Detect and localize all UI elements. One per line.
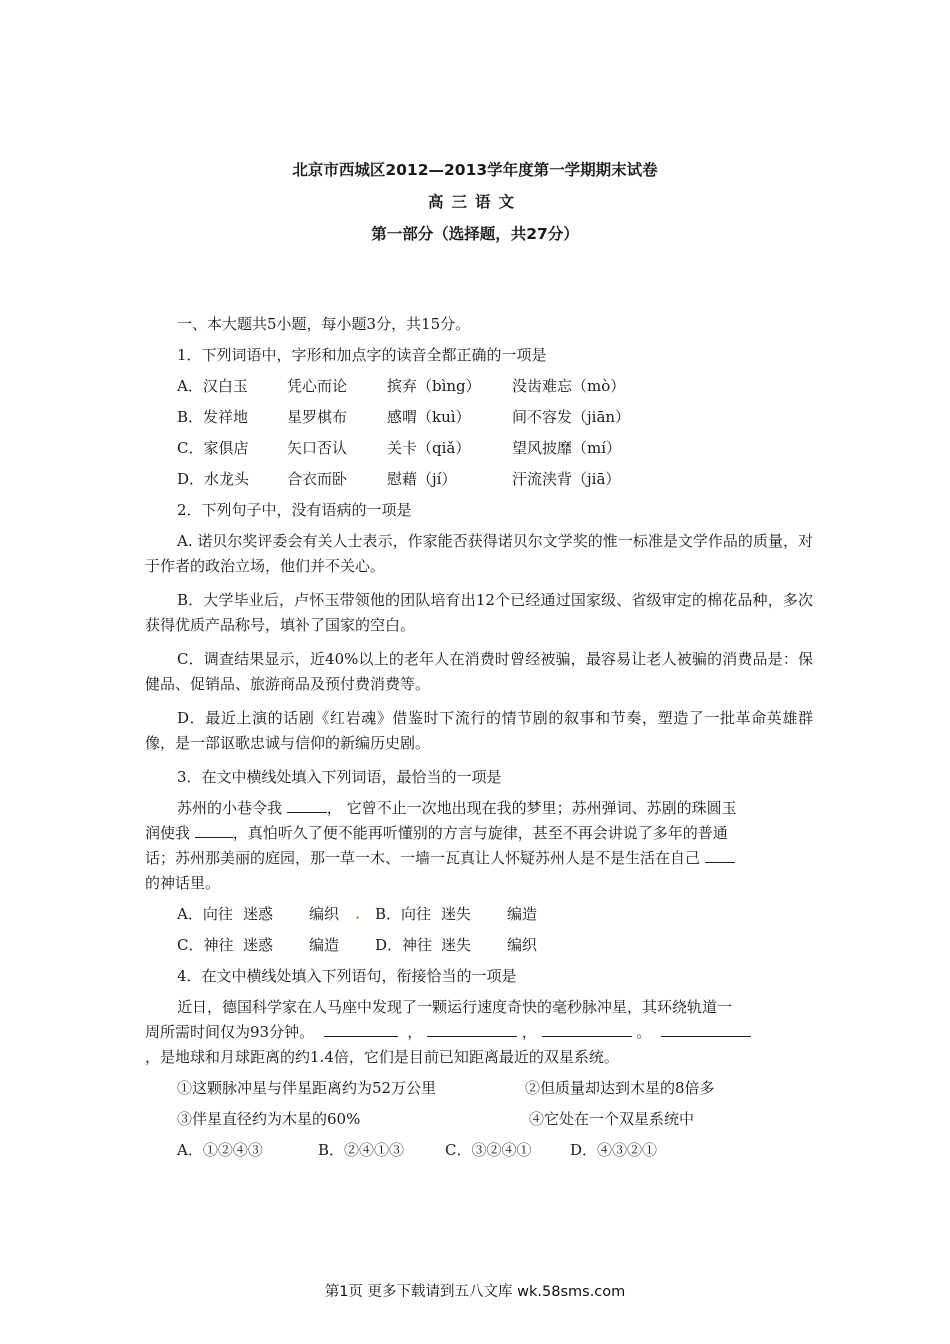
question-4-sentences-12: ①这颗脉冲星与伴星距离约为52万公里 ②但质量却达到木星的8倍多 — [177, 1079, 715, 1097]
answer-blank — [427, 1020, 517, 1037]
question-3-passage-line-4: 的神话里。 — [145, 874, 221, 892]
question-3-passage-line-2: 润使我 ，真怕听久了便不能再听懂别的方言与旋律，甚至不再会讲说了多年的普通 — [145, 821, 728, 846]
question-1-stem: 1．下列词语中，字形和加点字的读音全都正确的一项是 — [177, 346, 547, 364]
answer-blank — [661, 1020, 751, 1037]
answer-blank — [287, 796, 327, 813]
emphasis-dot: . — [355, 905, 361, 923]
section-intro: 一、本大题共5小题，每小题3分，共15分。 — [177, 315, 471, 333]
question-4-sentences-34: ③伴星直径约为木星的60% ④它处在一个双星系统中 — [177, 1110, 695, 1128]
answer-blank — [195, 821, 233, 838]
question-3-passage-line-3: 话；苏州那美丽的庭园，那一草一木、一墙一瓦真让人怀疑苏州人是不是生活在自己 — [145, 846, 735, 871]
question-4-stem: 4．在文中横线处填入下列语句，衔接恰当的一项是 — [177, 967, 517, 985]
page-footer: 第1页 更多下载请到五八文库 wk.58sms.com — [324, 1284, 626, 1300]
header — [0, 160, 950, 244]
question-3-options-cd: C．神往 迷惑 编造 D．神往 迷失 编织 — [177, 936, 538, 954]
question-1-option-b: B．发祥地 星罗棋布 感喟（kuì） 间不容发（jiān） — [177, 408, 631, 426]
part-title: 第一部分（选择题，共27分） — [371, 225, 579, 243]
question-2-option-c: C．调查结果显示，近40%以上的老年人在消费时曾经被骗，最容易让老人被骗的消费品是：保健品、促销品、旅游商品及预付费消费等。 — [145, 650, 813, 693]
question-1-option-a: A．汉白玉 凭心而论 摈弃（bìng） 没齿难忘（mò） — [177, 377, 626, 395]
question-4-passage-line-3: ，是地球和月球距离的约1.4倍，它们是目前已知距离最近的双星系统。 — [145, 1048, 619, 1066]
question-3-stem: 3．在文中横线处填入下列词语，最恰当的一项是 — [177, 768, 502, 786]
answer-blank — [324, 1020, 398, 1037]
question-2-stem: 2．下列句子中，没有语病的一项是 — [177, 501, 412, 519]
exam-title: 北京市西城区2012—2013学年度第一学期期末试卷 — [292, 161, 658, 179]
question-2-option-d: D．最近上演的话剧《红岩魂》借鉴时下流行的情节剧的叙事和节奏，塑造了一批革命英雄群像，是一部讴歌忠诚与信仰的新编历史剧。 — [145, 709, 813, 752]
question-2-option-b: B．大学毕业后，卢怀玉带领他的团队培育出12个已经通过国家级、省级审定的棉花品种，多次获得优质产品称号，填补了国家的空白。 — [145, 591, 813, 634]
question-3-passage-line-1: 苏州的小巷令我 ， 它曾不止一次地出现在我的梦里；苏州弹词、苏剧的珠圆玉 — [177, 796, 737, 821]
exam-subject: 高三语文 — [427, 193, 522, 211]
question-4-passage-line-2: 周所需时间仅为93分钟。 ， ， 。 — [145, 1020, 751, 1045]
question-1-option-c: C．家俱店 矢口否认 关卡（qiǎ） 望风披靡（mí） — [177, 439, 622, 457]
answer-blank — [542, 1020, 632, 1037]
question-1-option-d: D．水龙头 合衣而卧 慰藉（jí） 汗流浃背（jiā） — [177, 470, 621, 488]
question-4-options: A．①②④③ B．②④①③ C．③②④① D．④③②① — [177, 1141, 658, 1159]
question-2-option-a: A. 诺贝尔奖评委会有关人士表示，作家能否获得诺贝尔文学奖的惟一标准是文学作品的质量，对于作者的政治立场，他们并不关心。 — [145, 532, 813, 575]
question-4-passage-line-1: 近日，德国科学家在人马座中发现了一颗运行速度奇快的毫秒脉冲星，其环绕轨道一 — [177, 998, 733, 1016]
answer-blank — [705, 846, 735, 863]
question-3-options-ab: A．向往 迷惑 编织 . B．向往 迷失 编造 — [177, 902, 537, 927]
